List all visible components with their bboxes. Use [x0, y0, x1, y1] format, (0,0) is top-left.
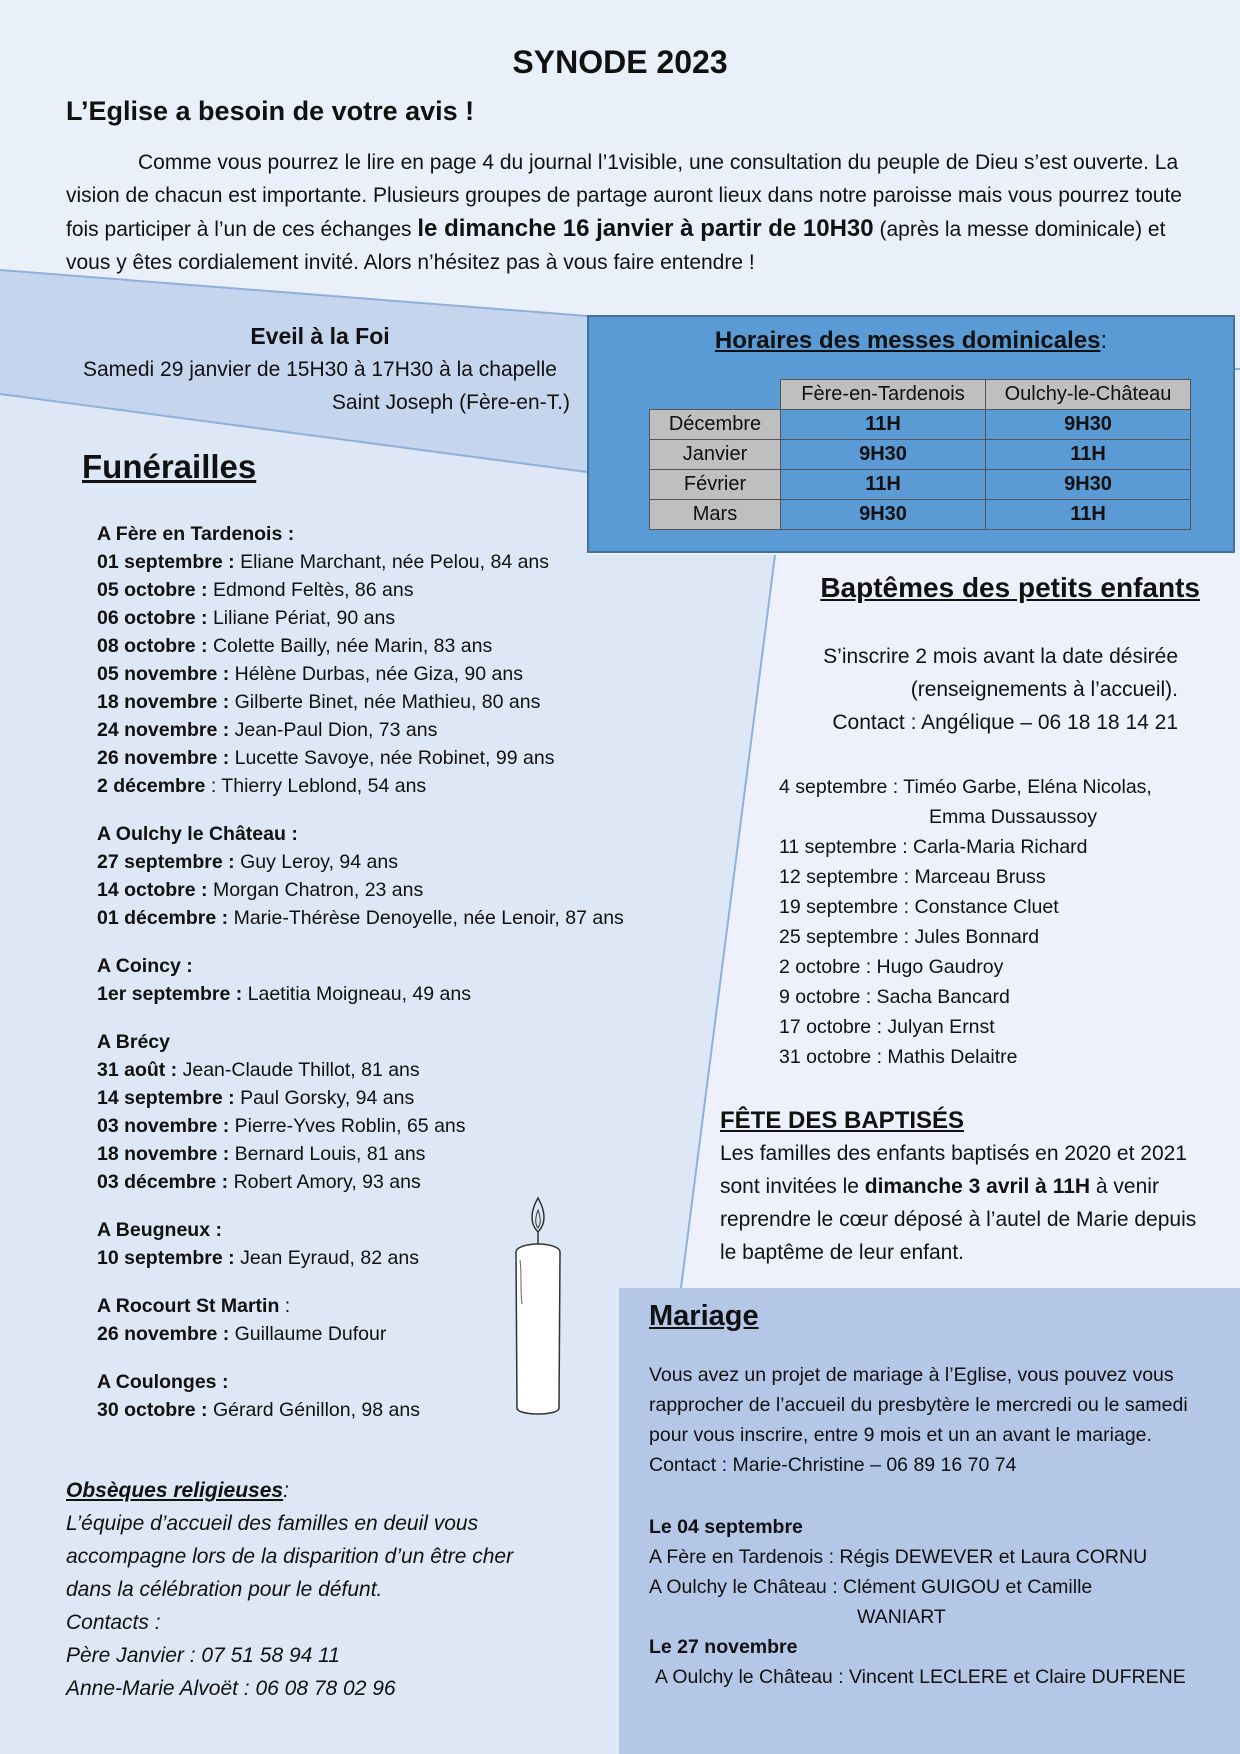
mass-schedule-title	[589, 327, 1233, 355]
synode-text-2: (après la messe dominicale) et vous y êtes cordialement invité. Alors n’hésitez pas à vous faire entendre !	[66, 218, 1166, 274]
list-item: WANIART	[857, 1606, 946, 1628]
time-cell: 11H	[781, 470, 986, 500]
baptemes-list	[779, 772, 1219, 1072]
obseques-title-colon: :	[283, 1479, 289, 1502]
mariage-list	[649, 1512, 1219, 1692]
table-row	[650, 440, 1191, 470]
funerailles-list	[97, 520, 657, 1444]
obseques-line: Contacts :	[66, 1611, 161, 1634]
obseques-title	[66, 1474, 586, 1507]
funeral-entry	[97, 604, 657, 632]
mariage-date: Le 27 novembre	[649, 1636, 798, 1658]
funeral-entry	[97, 716, 657, 744]
funeral-entry	[97, 576, 657, 604]
funeral-date: 10 septembre :	[97, 1247, 235, 1269]
month-cell: Février	[650, 470, 781, 500]
funeral-date: 14 septembre :	[97, 1087, 235, 1109]
funeral-date: 05 octobre :	[97, 579, 208, 601]
baptemes-info-line: S’inscrire 2 mois avant la date désirée	[823, 645, 1178, 668]
funeral-name: : Thierry Leblond, 54 ans	[205, 775, 427, 797]
table-header-row	[650, 380, 1191, 410]
funeral-entry	[97, 1168, 657, 1196]
funeral-entry	[97, 632, 657, 660]
funeral-date: 08 octobre :	[97, 635, 208, 657]
obseques-section	[66, 1474, 586, 1705]
table-row	[650, 410, 1191, 440]
list-item: 2 octobre : Hugo Gaudroy	[779, 956, 1004, 978]
funeral-name: Bernard Louis, 81 ans	[229, 1143, 426, 1165]
funeral-name: Pierre-Yves Roblin, 65 ans	[229, 1115, 466, 1137]
funeral-group	[97, 1216, 657, 1272]
obseques-line: accompagne lors de la disparition d’un être cher	[66, 1545, 514, 1568]
funeral-date: 24 novembre :	[97, 719, 230, 741]
funeral-date: 30 octobre :	[97, 1399, 208, 1421]
funeral-entry	[97, 1396, 657, 1424]
obseques-line: L’équipe d’accueil des familles en deuil vous	[66, 1512, 479, 1535]
obseques-title-text: Obsèques religieuses	[66, 1479, 284, 1502]
list-item: 4 septembre : Timéo Garbe, Eléna Nicolas,	[779, 776, 1152, 798]
synode-title: SYNODE 2023	[512, 44, 728, 80]
funeral-name: Morgan Chatron, 23 ans	[207, 879, 424, 901]
funeral-group	[97, 820, 657, 932]
funeral-date: 18 novembre :	[97, 691, 230, 713]
funeral-name: Colette Bailly, née Marin, 83 ans	[207, 635, 493, 657]
baptemes-title: Baptêmes des petits enfants	[820, 572, 1200, 603]
month-cell: Décembre	[650, 410, 781, 440]
funeral-entry	[97, 1084, 657, 1112]
funeral-name: Guy Leroy, 94 ans	[234, 851, 398, 873]
table-row	[650, 470, 1191, 500]
funeral-entry	[97, 548, 657, 576]
month-cell: Janvier	[650, 440, 781, 470]
funeral-date: 31 août :	[97, 1059, 178, 1081]
funeral-entry	[97, 660, 657, 688]
funeral-place-suffix: :	[279, 1295, 291, 1317]
list-item: 25 septembre : Jules Bonnard	[779, 926, 1040, 948]
funeral-date: 26 novembre :	[97, 1323, 230, 1345]
funeral-date: 27 septembre :	[97, 851, 235, 873]
funeral-entry	[97, 876, 657, 904]
mass-schedule-panel	[587, 315, 1235, 553]
header-fere: Fère-en-Tardenois	[781, 380, 986, 410]
funeral-name: Jean Eyraud, 82 ans	[234, 1247, 419, 1269]
funeral-group	[97, 1292, 657, 1348]
funeral-group	[97, 1368, 657, 1424]
table-corner	[650, 380, 781, 410]
list-item: Emma Dussaussoy	[929, 806, 1097, 828]
funeral-place: A Oulchy le Château :	[97, 823, 298, 845]
list-item: 11 septembre : Carla-Maria Richard	[779, 836, 1088, 858]
funeral-place: A Brécy	[97, 1031, 170, 1053]
funeral-date: 03 décembre :	[97, 1171, 229, 1193]
funeral-place: A Fère en Tardenois :	[97, 523, 295, 545]
time-cell: 9H30	[781, 500, 986, 530]
mass-schedule-table	[649, 379, 1191, 530]
table-row	[650, 500, 1191, 530]
funeral-name: Edmond Feltès, 86 ans	[207, 579, 414, 601]
fete-text-2: à venir reprendre le cœur déposé à l’autel de Marie depuis le baptême de leur enfant.	[720, 1175, 1197, 1264]
funeral-date: 03 novembre :	[97, 1115, 230, 1137]
funeral-date: 01 septembre :	[97, 551, 235, 573]
synode-paragraph	[66, 146, 1196, 279]
baptemes-info	[700, 640, 1178, 739]
synode-date: le dimanche 16 janvier à partir de 10H30	[417, 215, 874, 242]
list-item: 31 octobre : Mathis Delaitre	[779, 1046, 1018, 1068]
fete-title: FÊTE DES BAPTISÉS	[720, 1107, 965, 1134]
funeral-entry	[97, 1112, 657, 1140]
eveil-line-1: Samedi 29 janvier de 15H30 à 17H30 à la chapelle	[83, 358, 557, 381]
funeral-name: Gérard Génillon, 98 ans	[207, 1399, 420, 1421]
list-item: A Oulchy le Château : Clément GUIGOU et Camille	[649, 1576, 1093, 1598]
funeral-place-text: A Rocourt St Martin	[97, 1295, 280, 1317]
funeral-place: A Beugneux :	[97, 1219, 222, 1241]
time-cell: 11H	[986, 500, 1191, 530]
funeral-entry	[97, 1244, 657, 1272]
mariage-paragraph: Vous avez un projet de mariage à l’Eglise, vous pouvez vous rapprocher de l’accueil du presbytère le mercredi ou le samedi pour vous inscrire, entre 9 mois et un an avant le mariage. Contact : Marie-Christine – 06 89 16 70 74	[649, 1364, 1188, 1476]
fete-date: dimanche 3 avril à 11H	[864, 1175, 1091, 1198]
time-cell: 11H	[781, 410, 986, 440]
mariage-title: Mariage	[649, 1300, 759, 1332]
time-cell: 9H30	[986, 410, 1191, 440]
list-item: A Oulchy le Château : Vincent LECLERE et Claire DUFRENE	[655, 1666, 1186, 1688]
funeral-date: 01 décembre :	[97, 907, 229, 929]
funeral-entry	[97, 980, 657, 1008]
eveil-section	[60, 320, 580, 419]
mass-schedule-title-text: Horaires des messes dominicales	[714, 327, 1101, 354]
funeral-name: Guillaume Dufour	[229, 1323, 387, 1345]
funeral-group	[97, 1028, 657, 1196]
funeral-entry	[97, 744, 657, 772]
baptemes-info-line: Contact : Angélique – 06 18 18 14 21	[832, 711, 1178, 734]
candle-icon	[508, 1194, 570, 1420]
funeral-entry	[97, 1320, 657, 1348]
funeral-date: 14 octobre :	[97, 879, 208, 901]
funeral-entry	[97, 688, 657, 716]
synode-text-1: Comme vous pourrez le lire en page 4 du journal l’1visible, une consultation du peuple de Dieu s’est ouverte. La vision de chacun est importante. Plusieurs groupes de partage auront lieux dans notre paroisse mais vous pourrez toute fois participer à l’un de ces échanges	[66, 151, 1182, 241]
list-item: 12 septembre : Marceau Bruss	[779, 866, 1046, 888]
funeral-date: 18 novembre :	[97, 1143, 230, 1165]
funeral-entry	[97, 1140, 657, 1168]
list-item: A Fère en Tardenois : Régis DEWEVER et Laura CORNU	[649, 1546, 1148, 1568]
fete-section	[720, 1104, 1200, 1269]
funeral-date: 2 décembre	[97, 775, 206, 797]
funeral-name: Jean-Paul Dion, 73 ans	[229, 719, 438, 741]
funeral-entry	[97, 904, 657, 932]
funeral-name: Lucette Savoye, née Robinet, 99 ans	[229, 747, 555, 769]
baptemes-info-line: (renseignements à l’accueil).	[910, 678, 1178, 701]
funerailles-title: Funérailles	[82, 448, 257, 485]
funeral-entry	[97, 1056, 657, 1084]
synode-subtitle: L’Eglise a besoin de votre avis !	[66, 96, 475, 126]
eveil-line-2: Saint Joseph (Fère-en-T.)	[331, 391, 570, 414]
funeral-name: Marie-Thérèse Denoyelle, née Lenoir, 87 ans	[228, 907, 624, 929]
fete-text-1: Les familles des enfants baptisés en 2020 et 2021 sont invitées le	[720, 1142, 1187, 1198]
list-item: 17 octobre : Julyan Ernst	[779, 1016, 995, 1038]
funeral-group	[97, 520, 657, 800]
list-item: 9 octobre : Sacha Bancard	[779, 986, 1010, 1008]
funeral-name: Robert Amory, 93 ans	[228, 1171, 421, 1193]
funeral-group	[97, 952, 657, 1008]
funeral-date: 06 octobre :	[97, 607, 208, 629]
funeral-date: 26 novembre :	[97, 747, 230, 769]
funeral-name: Paul Gorsky, 94 ans	[234, 1087, 415, 1109]
funeral-entry	[97, 848, 657, 876]
mass-schedule-title-colon: :	[1100, 327, 1108, 354]
obseques-line: Père Janvier : 07 51 58 94 11	[66, 1644, 340, 1667]
time-cell: 9H30	[781, 440, 986, 470]
funeral-date: 1er septembre :	[97, 983, 243, 1005]
time-cell: 9H30	[986, 470, 1191, 500]
funeral-name: Liliane Périat, 90 ans	[207, 607, 396, 629]
month-cell: Mars	[650, 500, 781, 530]
funeral-place: A Coincy :	[97, 955, 193, 977]
funeral-place: A Coulonges :	[97, 1371, 229, 1393]
funeral-place	[97, 1292, 657, 1320]
fete-paragraph	[720, 1137, 1200, 1269]
funeral-name: Eliane Marchant, née Pelou, 84 ans	[234, 551, 550, 573]
header-oulchy: Oulchy-le-Château	[986, 380, 1191, 410]
funeral-name: Laetitia Moigneau, 49 ans	[242, 983, 471, 1005]
funeral-date: 05 novembre :	[97, 663, 230, 685]
funeral-entry	[97, 772, 657, 800]
eveil-title: Eveil à la Foi	[250, 323, 390, 349]
funeral-name: Hélène Durbas, née Giza, 90 ans	[229, 663, 523, 685]
list-item: 19 septembre : Constance Cluet	[779, 896, 1059, 918]
time-cell: 11H	[986, 440, 1191, 470]
obseques-line: Anne-Marie Alvoët : 06 08 78 02 96	[66, 1677, 396, 1700]
funeral-name: Gilberte Binet, née Mathieu, 80 ans	[229, 691, 541, 713]
obseques-line: dans la célébration pour le défunt.	[66, 1578, 383, 1601]
funeral-name: Jean-Claude Thillot, 81 ans	[177, 1059, 420, 1081]
mariage-date: Le 04 septembre	[649, 1516, 803, 1538]
